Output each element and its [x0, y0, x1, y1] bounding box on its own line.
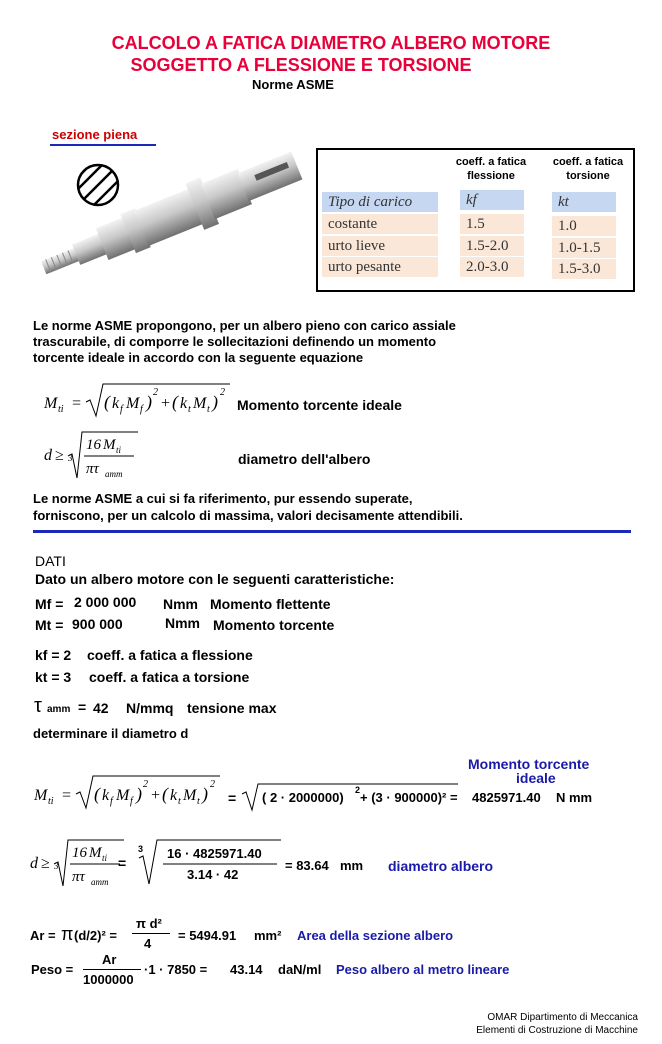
- d-den: 3.14 · 42: [187, 867, 239, 882]
- task-text: determinare il diametro d: [33, 726, 189, 741]
- svg-text:k: k: [102, 787, 110, 804]
- svg-text:2: 2: [220, 387, 225, 398]
- svg-text:(: (: [104, 392, 110, 412]
- d-eq-sign: =: [118, 855, 127, 871]
- row-costante-label: costante: [322, 214, 438, 234]
- formula-d-calc: [26, 836, 126, 892]
- svg-text:ti: ti: [102, 853, 108, 863]
- svg-text:M: M: [103, 437, 116, 453]
- svg-text:M: M: [193, 395, 207, 412]
- dati-intro: Dato un albero motore con le seguenti caratteristiche:: [35, 571, 395, 587]
- header-kf: kf: [460, 190, 524, 210]
- svg-text:k: k: [170, 787, 178, 804]
- mf-desc: Momento flettente: [210, 596, 331, 612]
- mti-expr-b: + (3 · 900000)² =: [360, 790, 458, 805]
- row-urto-pesante-kt: 1.5-3.0: [552, 259, 616, 279]
- mti-eq-sign: =: [228, 790, 237, 806]
- mf-value: 2 000 000: [74, 594, 137, 610]
- formula-d: [40, 428, 140, 484]
- svg-text:d: d: [44, 447, 52, 464]
- page-subtitle: Norme ASME: [252, 77, 334, 92]
- shaft-image: [40, 140, 305, 290]
- header-kt: kt: [552, 192, 616, 212]
- svg-text:ti: ti: [116, 445, 122, 455]
- col-header-flessione: coeff. a fatica flessione: [455, 156, 527, 182]
- section-divider: [33, 530, 631, 533]
- svg-text:ti: ti: [58, 404, 64, 415]
- tau-eq: =: [78, 699, 87, 715]
- mt-label: Mt =: [35, 617, 64, 633]
- kf-label: kf = 2: [35, 647, 72, 663]
- svg-text:k: k: [112, 395, 120, 412]
- svg-text:(: (: [94, 784, 100, 804]
- mti-header-line2: ideale: [516, 770, 556, 786]
- svg-text:f: f: [140, 404, 143, 415]
- svg-text:(: (: [172, 392, 178, 412]
- intro-line3: torcente ideale in accordo con la seguente equazione: [33, 350, 364, 365]
- svg-text:d: d: [30, 855, 38, 872]
- tau-value: 42: [93, 700, 109, 716]
- svg-text:16: 16: [86, 437, 101, 453]
- section-label: sezione piena: [52, 127, 138, 142]
- ar-frac-den: 4: [144, 936, 152, 951]
- mt-unit: Nmm: [165, 615, 201, 631]
- svg-text:): ): [146, 392, 152, 412]
- svg-text:≥: ≥: [55, 447, 64, 464]
- ar-frac-num: π d²: [136, 916, 162, 931]
- dati-heading: DATI: [35, 553, 66, 569]
- mt-desc: Momento torcente: [213, 617, 335, 633]
- note-line2: forniscono, per un calcolo di massima, valori decisamente attendibili.: [33, 508, 463, 523]
- formula-mti-calc: [30, 772, 225, 814]
- intro-line2: trascurabile, di comporre le sollecitazioni definendo un momento: [33, 334, 437, 349]
- tau-sub: amm: [47, 704, 71, 715]
- row-urto-pesante-kf: 2.0-3.0: [460, 257, 524, 277]
- tau-symbol: τ: [34, 695, 42, 717]
- row-costante-kf: 1.5: [460, 214, 524, 234]
- mt-value: 900 000: [72, 616, 123, 632]
- ar-pi-expr: (d/2)² =: [74, 928, 117, 943]
- svg-text:k: k: [180, 395, 188, 412]
- svg-text:M: M: [89, 845, 102, 861]
- ar-unit: mm²: [254, 928, 282, 943]
- svg-text:f: f: [120, 404, 123, 415]
- peso-result: 43.14: [230, 962, 263, 977]
- ar-frac-bar: [132, 933, 170, 934]
- svg-text:3: 3: [138, 844, 144, 854]
- svg-text:=: =: [71, 395, 82, 412]
- ar-pi: π: [61, 924, 74, 944]
- peso-unit: daN/ml: [278, 962, 322, 977]
- svg-text:t: t: [207, 404, 210, 415]
- peso-den: 1000000: [83, 972, 134, 987]
- svg-text:M: M: [126, 395, 140, 412]
- svg-text:≥: ≥: [41, 855, 50, 872]
- kt-desc: coeff. a fatica a torsione: [89, 669, 250, 685]
- svg-text:πτ: πτ: [86, 461, 99, 477]
- row-urto-pesante-label: urto pesante: [322, 257, 438, 277]
- svg-text:amm: amm: [91, 877, 109, 887]
- svg-text:3: 3: [54, 861, 59, 871]
- header-tipo-carico: Tipo di carico: [322, 192, 438, 212]
- svg-text:): ): [202, 784, 208, 804]
- label-d: diametro dell'albero: [238, 451, 371, 467]
- svg-text:16: 16: [72, 845, 87, 861]
- svg-text:2: 2: [153, 387, 158, 398]
- svg-text:t: t: [188, 404, 191, 415]
- svg-text:(: (: [162, 784, 168, 804]
- d-num: 16 · 4825971.40: [167, 846, 262, 861]
- row-urto-lieve-kt: 1.0-1.5: [552, 238, 616, 258]
- ar-lhs: Ar =: [30, 928, 56, 943]
- ar-result: = 5494.91: [178, 928, 237, 943]
- svg-text:M: M: [34, 787, 48, 804]
- mti-unit: N mm: [556, 790, 593, 805]
- svg-text:t: t: [178, 796, 181, 807]
- svg-text:): ): [136, 784, 142, 804]
- mti-expr-a: ( 2 · 2000000): [262, 790, 344, 805]
- svg-text:f: f: [110, 796, 113, 807]
- page-title-line1: CALCOLO A FATICA DIAMETRO ALBERO MOTORE: [111, 33, 551, 53]
- peso-mid: ·1 · 7850 =: [144, 962, 208, 977]
- tau-unit: N/mmq: [126, 700, 174, 716]
- svg-text:M: M: [116, 787, 130, 804]
- footer-line2: Elementi di Costruzione di Macchine: [476, 1025, 638, 1036]
- svg-text:+: +: [150, 787, 161, 804]
- coefficients-table: [316, 148, 635, 292]
- intro-line1: Le norme ASME propongono, per un albero pieno con carico assiale: [33, 318, 456, 333]
- kt-label: kt = 3: [35, 669, 72, 685]
- note-line1: Le norme ASME a cui si fa riferimento, pur essendo superate,: [33, 491, 413, 506]
- mti-header-line1: Momento torcente: [468, 756, 590, 772]
- svg-text:πτ: πτ: [72, 869, 85, 885]
- peso-frac-bar: [83, 969, 141, 970]
- svg-text:ti: ti: [48, 796, 54, 807]
- svg-text:2: 2: [143, 779, 148, 790]
- mf-unit: Nmm: [163, 596, 199, 612]
- row-costante-kt: 1.0: [552, 216, 616, 236]
- kf-desc: coeff. a fatica a flessione: [87, 647, 253, 663]
- svg-text:+: +: [160, 395, 171, 412]
- svg-text:M: M: [44, 395, 58, 412]
- peso-num: Ar: [102, 952, 117, 967]
- svg-text:amm: amm: [105, 469, 123, 479]
- mf-label: Mf =: [35, 596, 64, 612]
- svg-text:M: M: [183, 787, 197, 804]
- d-label: diametro albero: [388, 858, 494, 874]
- col-header-torsione: coeff. a fatica torsione: [552, 156, 624, 182]
- page-title-line2: SOGGETTO A FLESSIONE E TORSIONE: [130, 55, 472, 75]
- svg-text:=: =: [61, 787, 72, 804]
- d-unit: mm: [340, 858, 364, 873]
- d-result: = 83.64: [285, 858, 329, 873]
- footer-line1: OMAR Dipartimento di Meccanica: [487, 1012, 638, 1023]
- svg-text:f: f: [130, 796, 133, 807]
- svg-text:3: 3: [68, 453, 73, 463]
- row-urto-lieve-label: urto lieve: [322, 236, 438, 256]
- formula-mti: [40, 380, 235, 422]
- svg-text:): ): [212, 392, 218, 412]
- label-mti: Momento torcente ideale: [237, 397, 402, 413]
- mti-result: 4825971.40: [472, 790, 541, 805]
- svg-text:2: 2: [210, 779, 215, 790]
- peso-label: Peso albero al metro lineare: [336, 962, 510, 977]
- peso-lhs: Peso =: [31, 962, 74, 977]
- mti-expr-sup: 2: [355, 785, 361, 795]
- ar-label: Area della sezione albero: [297, 928, 454, 943]
- row-urto-lieve-kf: 1.5-2.0: [460, 236, 524, 256]
- tau-desc: tensione max: [187, 700, 277, 716]
- svg-text:t: t: [197, 796, 200, 807]
